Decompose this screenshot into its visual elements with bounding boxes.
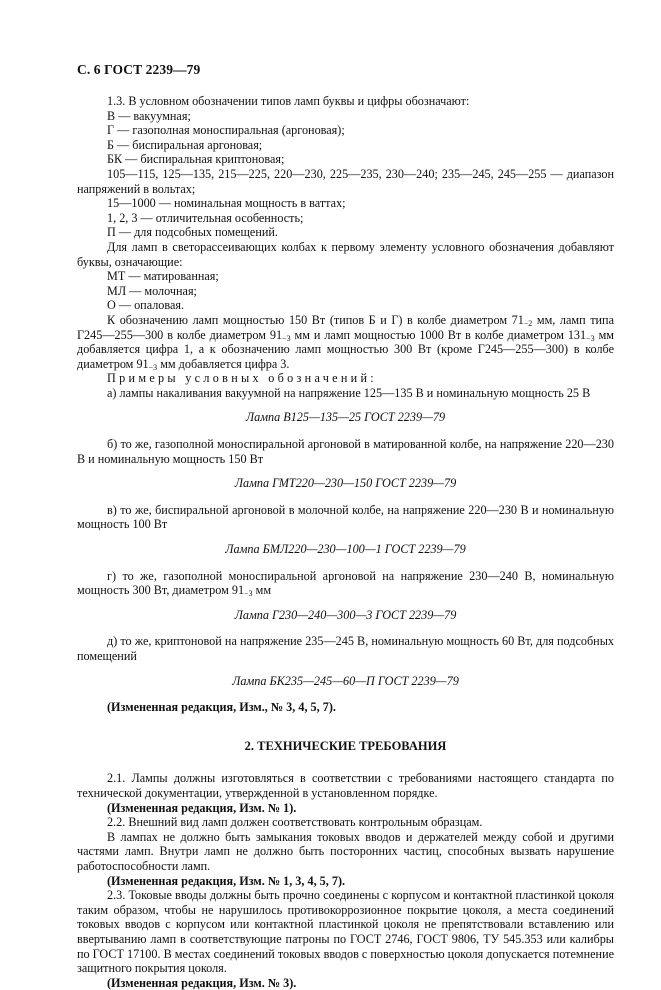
example-designation: Лампа БК235—245—60—П ГОСТ 2239—79 xyxy=(232,673,459,688)
example-designation: Лампа БМЛ220—230—100—1 ГОСТ 2239—79 xyxy=(225,542,466,557)
example-v: в) то же, биспиральной аргоновой в молочной колбе, на напряжение 220—230 В и номинальную мощность 100 Вт xyxy=(77,502,614,532)
examples-title: Примеры условных обозначений: xyxy=(107,371,377,386)
example-d: д) то же, криптоновой на напряжение 235—245 В, номинальную мощность 60 Вт, для подсобных помещений xyxy=(77,634,614,663)
example-designation: Лампа Г230—240—300—3 ГОСТ 2239—79 xyxy=(234,607,457,622)
text: мм и ламп мощностью 1000 Вт в колбе диаметром 131 xyxy=(290,327,587,342)
tolerance: −3 xyxy=(244,589,253,599)
amendment-note: (Измененная редакция, Изм. № 1). xyxy=(107,800,297,815)
section-title: 2. ТЕХНИЧЕСКИЕ ТРЕБОВАНИЯ xyxy=(244,738,447,753)
legend-item: 1, 2, 3 — отличительная особенность; xyxy=(107,210,304,225)
legend-item: П — для подсобных помещений. xyxy=(107,225,278,240)
example-a: а) лампы накаливания вакуумной на напряжение 125—135 В и номинальную мощность 25 В xyxy=(107,385,591,400)
diffuser-intro: Для ламп в светорассеивающих колбах к первому элементу условного обозначения добавляют буквы, означающие: xyxy=(77,239,614,269)
tolerance: −2 xyxy=(523,318,533,328)
clause-2-1: 2.1. Лампы должны изготовляться в соответствии с требованиями настоящего стандарта по технической документации, утвержденной в установленном порядке. xyxy=(77,771,614,800)
clause-2-2-text: В лампах не должно быть замыкания токовых вводов и держателей между собой и другими частями ламп. Внутри ламп не должно быть посторонних частиц, способных вызвать нарушение работоспособности ламп. xyxy=(77,829,614,873)
document-body xyxy=(77,94,614,990)
legend-item: Г — газополная моноспиральная (аргоновая); xyxy=(107,123,345,138)
legend-item: 15—1000 — номинальная мощность в ваттах; xyxy=(107,196,346,211)
digit-note xyxy=(77,313,614,371)
amendment-note: (Измененная редакция, Изм., № 3, 4, 5, 7). xyxy=(107,700,336,715)
clause-2-3: 2.3. Токовые вводы должны быть прочно соединены с корпусом и контактной пластинкой цоколя таким образом, чтобы не нарушилось противокоррозионное покрытие цоколя, а места соединений токовых вводов с корпусом или контактной пластинкой цоколя не препятствовали вставлению или ввертыванию ламп в соответствующие патроны по ГОСТ 2746, ГОСТ 9806, ТУ 545.353 или калибры по ГОСТ 17100. В местах соединений токовых вводов с поверхностью цоколя допускается потемнение защитного покрытия цоколя. xyxy=(77,888,614,976)
text: мм, ламп типа Г245—255—300 в колбе диаметром 91 xyxy=(77,312,614,342)
legend-item: Б — биспиральная аргоновая; xyxy=(107,137,263,152)
text: мм xyxy=(252,583,272,598)
legend-item: БК — биспиральная криптоновая; xyxy=(107,152,285,167)
text: мм добавляется цифра 3. xyxy=(157,356,290,371)
amendment-note: (Измененная редакция, Изм. № 1, 3, 4, 5, 7). xyxy=(107,873,346,888)
page-header: С. 6 ГОСТ 2239—79 xyxy=(77,62,201,77)
example-g xyxy=(77,569,614,598)
tolerance: −3 xyxy=(148,362,158,372)
amendment-note: (Измененная редакция, Изм. № 3). xyxy=(107,975,297,990)
tolerance: −3 xyxy=(282,333,291,343)
legend-item: 105—115, 125—135, 215—225, 220—230, 225—235, 230—240; 235—245, 245—255 — диапазон напряжений в вольтах; xyxy=(77,166,614,196)
diffuser-item: МТ — матированная; xyxy=(107,269,219,284)
legend-item: В — вакуумная; xyxy=(107,108,191,123)
example-designation: Лампа В125—135—25 ГОСТ 2239—79 xyxy=(245,410,446,425)
text: г) то же, газополной моноспиральной аргоновой на напряжение 230—240 В, номинальную мощность 300 Вт, диаметром 91 xyxy=(77,568,614,598)
clause-1-3-intro: 1.3. В условном обозначении типов ламп буквы и цифры обозначают: xyxy=(107,94,470,108)
text: К обозначению ламп мощностью 150 Вт (типов Б и Г) в колбе диаметром 71 xyxy=(107,312,524,327)
tolerance: −3 xyxy=(586,333,595,343)
clause-2-2: 2.2. Внешний вид ламп должен соответствовать контрольным образцам. xyxy=(107,815,483,830)
example-b: б) то же, газополной моноспиральной аргоновой в матированной колбе, на напряжение 220—230 В и номинальную мощность 150 Вт xyxy=(77,437,614,466)
example-designation: Лампа ГМТ220—230—150 ГОСТ 2239—79 xyxy=(234,476,457,491)
diffuser-item: МЛ — молочная; xyxy=(107,283,197,298)
diffuser-item: О — опаловая. xyxy=(107,298,185,313)
text: мм добавляется цифра 1, а к обозначению ламп мощностью 300 Вт (кроме Г245—255—300) в колбе диаметром 91 xyxy=(77,327,614,371)
